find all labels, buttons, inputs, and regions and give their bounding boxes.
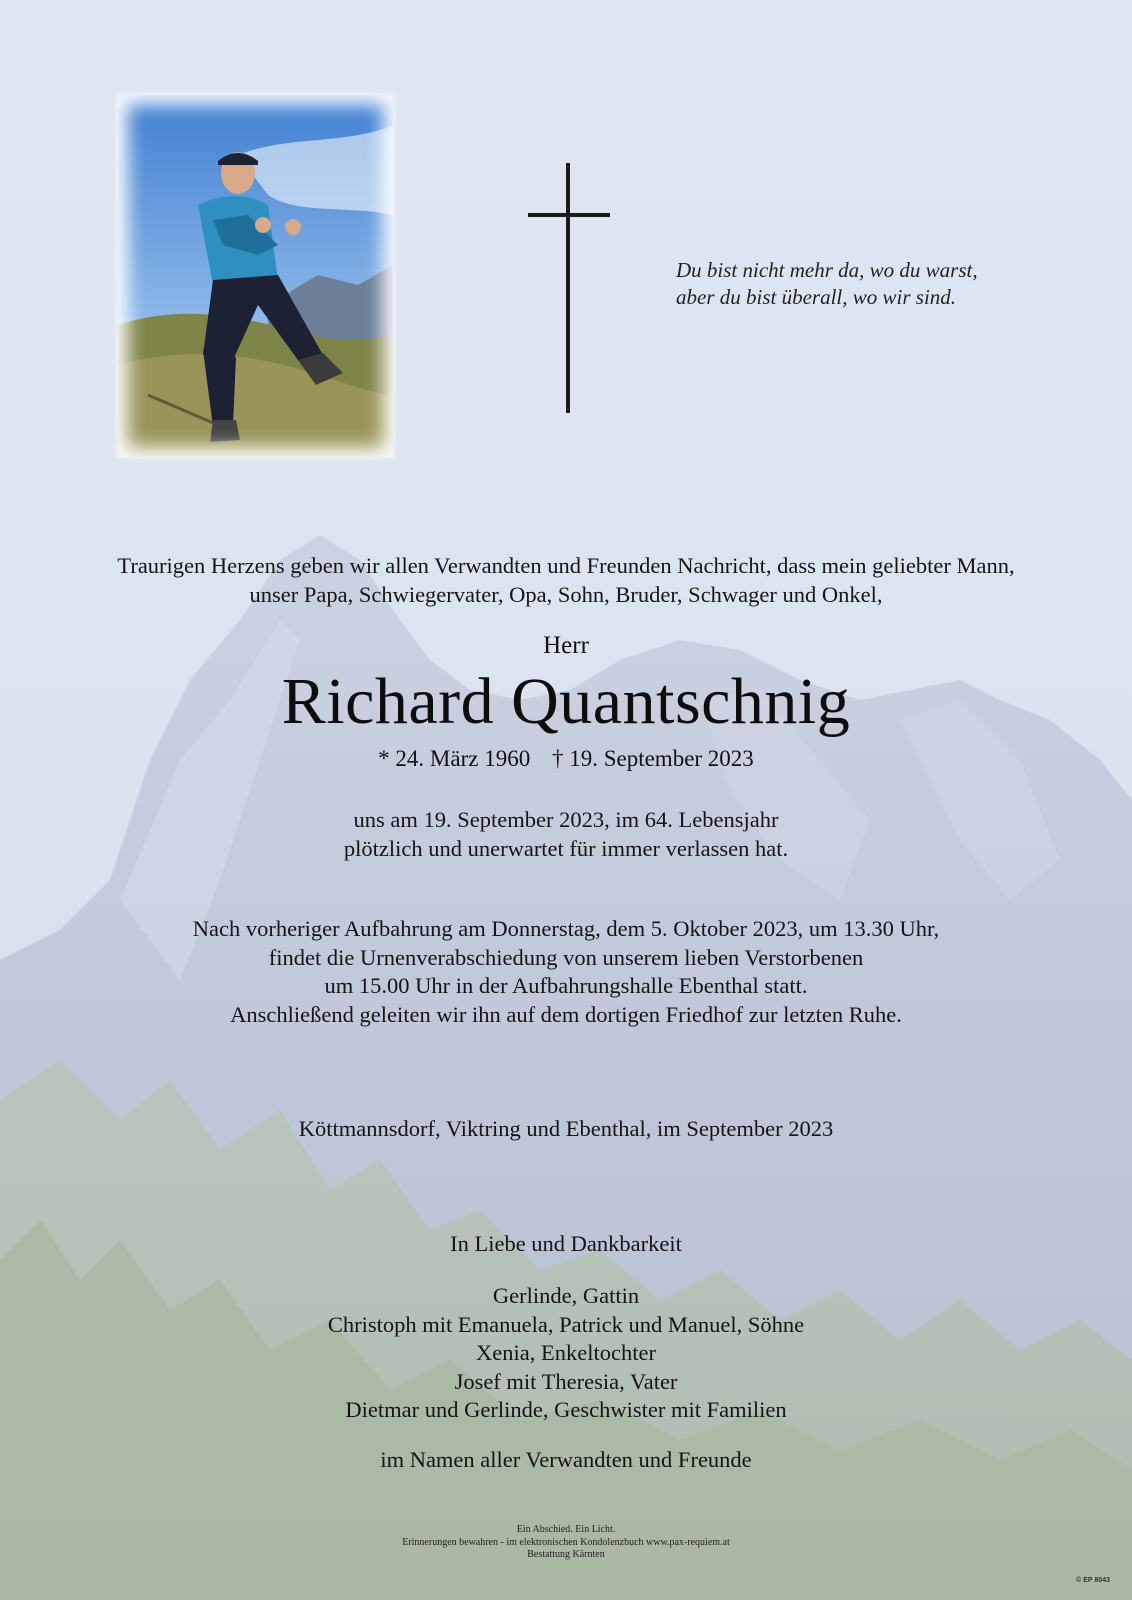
ceremony-line: um 15.00 Uhr in der Aufbahrungshalle Ebenthal statt. [324, 973, 808, 998]
mourner-name: Josef mit Theresia, Vater [454, 1368, 678, 1394]
mourners-closing [0, 1446, 1132, 1475]
mourner-name: Christoph mit Emanuela, Patrick und Manuel, Söhne [327, 1311, 805, 1337]
quote-line: Du bist nicht mehr da, wo du warst, [676, 258, 978, 282]
mourner-name: Xenia, Enkeltochter [476, 1340, 656, 1365]
mourner-name: Gerlinde, Gattin [492, 1283, 640, 1308]
passing-text [0, 806, 1132, 863]
birth-date: * 24. März 1960 [378, 746, 531, 771]
latin-cross-icon [528, 163, 610, 413]
intro-line: unser Papa, Schwiegervater, Opa, Sohn, Bruder, Schwager und Onkel, [249, 581, 883, 607]
mourners-list [0, 1282, 1132, 1425]
quote-line: aber du bist überall, wo wir sind. [676, 285, 957, 309]
footer-line: Erinnerungen bewahren - im elektronischen Kondolenzbuch www.pax-requiem.at [402, 1536, 730, 1548]
memorial-quote [676, 257, 1096, 311]
ceremony-line: findet die Urnenverabschiedung von unserem lieben Verstorbenen [268, 944, 864, 970]
mourners-heading [0, 1230, 1132, 1259]
life-dates [0, 746, 1132, 772]
passing-line: plötzlich und unerwartet für immer verlassen hat. [343, 835, 789, 861]
death-date: † 19. September 2023 [551, 746, 754, 771]
copyright-mark: © EP 8043 [1076, 1577, 1110, 1584]
mourners-heading-text: In Liebe und Dankbarkeit [450, 1231, 682, 1256]
ceremony-line: Nach vorheriger Aufbahrung am Donnerstag, dem 5. Oktober 2023, um 13.30 Uhr, [192, 916, 940, 941]
place-date [0, 1115, 1132, 1144]
mourners-closing-text: im Namen aller Verwandten und Freunde [380, 1447, 752, 1472]
footer-line: Ein Abschied. Ein Licht. [516, 1524, 616, 1535]
portrait-photo [118, 95, 393, 457]
ceremony-text [0, 915, 1132, 1029]
place-date-text: Köttmannsdorf, Viktring und Ebenthal, im September 2023 [298, 1116, 834, 1141]
intro-line: Traurigen Herzens geben wir allen Verwandten und Freunden Nachricht, dass mein geliebter Mann, [117, 553, 1015, 578]
footer-line: Bestattung Kärnten [527, 1549, 605, 1560]
passing-line: uns am 19. September 2023, im 64. Lebensjahr [353, 807, 779, 832]
ceremony-line: Anschließend geleiten wir ihn auf dem dortigen Friedhof zur letzten Ruhe. [230, 1001, 902, 1027]
mourner-name: Dietmar und Gerlinde, Geschwister mit Familien [345, 1397, 787, 1422]
deceased-name: Richard Quantschnig [281, 665, 851, 738]
salutation: Herr [543, 632, 589, 659]
footer [0, 1524, 1132, 1562]
announcement-intro [0, 552, 1132, 609]
